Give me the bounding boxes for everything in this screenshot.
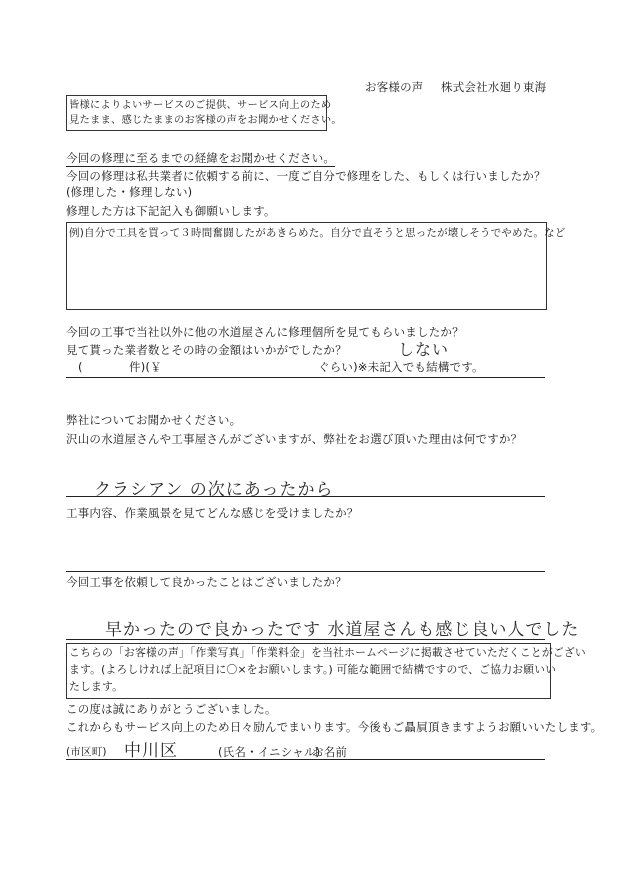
q3-question: 沢山の水道屋さんや工事屋さんがございますが、弊社をお選び頂いた理由は何ですか？ — [66, 432, 523, 446]
q1-question: 今回の修理は私共業者に依頼する前に、一度ご自分で修理をした、もしくは行いましたか？ — [66, 169, 546, 183]
consent-line-3: たします。 — [69, 680, 124, 693]
q1-heading: 今回の修理に至るまでの経緯をお聞かせください。 — [66, 151, 336, 165]
q1-choice: (修理した・修理しない) — [66, 185, 193, 199]
name-title: お名前 — [312, 745, 348, 759]
intro-line-1: 皆様によりよいサービスのご提供、サービス向上のため — [69, 99, 332, 111]
q3-heading: 弊社についてお聞かせください。 — [66, 413, 242, 427]
q2-count-open: ( — [78, 360, 83, 374]
intro-box — [66, 95, 342, 131]
q2-count-label: 件)(￥ — [129, 360, 162, 374]
q2-question: 今回の工事で当社以外に他の水道屋さんに修理個所を見てもらいましたか？ — [66, 325, 464, 339]
q1-example: 例)自分で工具を買って３時間奮闘したがあきらめた。自分で直そうと思ったが壊しそうでやめた。など — [69, 227, 566, 239]
consent-line-2: ます。(よろしければ上記項目に〇×をお願いします。) 可能な範囲で結構ですので、ご協力お願いい — [69, 663, 557, 676]
consent-box — [66, 643, 586, 699]
q2-sub: 見て貰った業者数とその時の金額はいかがでしたか？ — [66, 343, 347, 357]
q5-question: 今回工事を依頼して良かったことはございましたか？ — [66, 575, 347, 589]
q2-answer-line — [66, 377, 545, 378]
city-handwritten: 中川区 — [124, 741, 178, 761]
q4-question: 工事内容、作業風景を見てどんな感じを受けましたか？ — [66, 506, 359, 520]
q5-handwritten: 早かったので良かったです 水道屋さんも感じ良い人でした — [105, 620, 580, 640]
company-name: 株式会社水廻り東海 — [441, 80, 547, 94]
q1-note: 修理した方は下記記入も御願いします。 — [66, 204, 276, 218]
q2-handwritten: しない — [398, 340, 450, 359]
q1-answer-box — [66, 222, 566, 310]
closing-line-1: この度は誠にありがとうございました。 — [66, 702, 277, 716]
footer-line — [66, 759, 545, 760]
city-label: (市区町) — [66, 746, 107, 758]
intro-line-2: 見たまま、感じたままのお客様の声をお聞かせください。 — [69, 114, 342, 126]
voice-title: お客様の声 — [365, 80, 424, 94]
q3-handwritten: クラシアン の次にあったから — [94, 480, 334, 500]
name-label: (氏名・イニシャル) — [218, 745, 321, 759]
closing-line-2: これからもサービス向上のため日々励んでまいります。今後もご贔屓頂きますようお願いいたします。 — [66, 720, 603, 734]
q2-amount-label: ぐらい)※未記入でも結構です。 — [318, 360, 484, 374]
consent-line-1: こちらの「お客様の声」「作業写真」「作業料金」を当社ホームページに掲載させていただくことがござい — [69, 646, 586, 659]
q4-answer-line — [66, 571, 545, 572]
q3-answer-line — [66, 496, 545, 497]
q5-answer-line — [66, 639, 545, 640]
